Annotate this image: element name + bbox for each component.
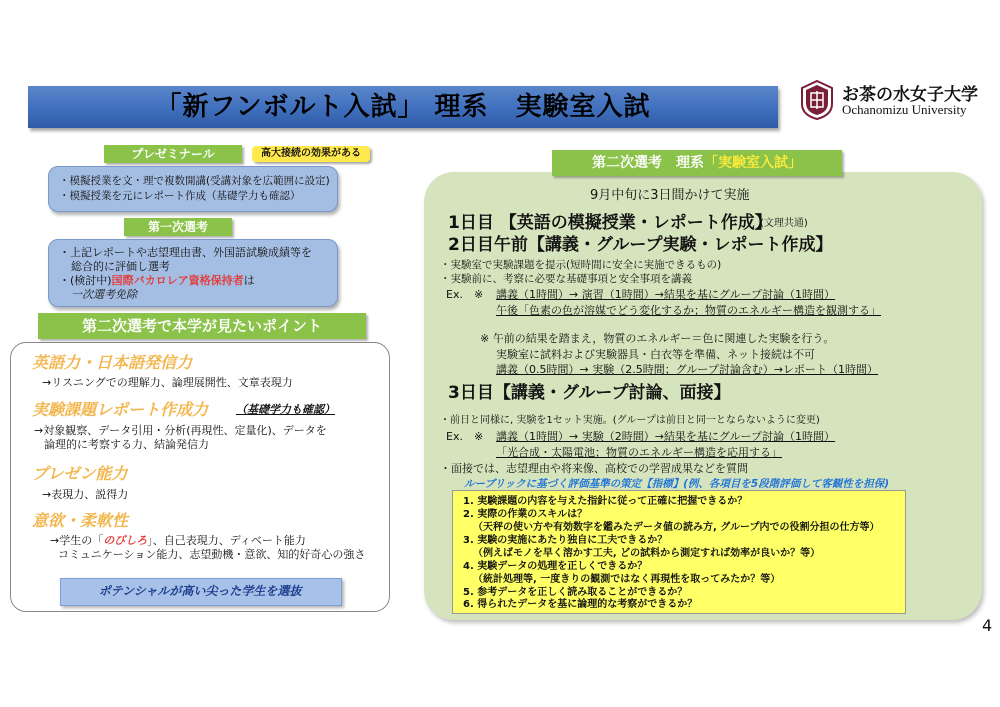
university-name-jp: お茶の水女子大学 [842,85,978,105]
rubric-item-3: 3. 実験の実施にあたり独自に工夫できるか？ [463,535,668,546]
ex1-line-2: 午後「色素の色が溶媒でどう変化するか；物質のエネルギー構造を観測する」 [496,304,881,317]
lab-exam-tag [552,150,842,176]
university-name-en: Ochanomizu University [842,102,967,117]
presem-line-1: ・模擬授業を文・理で複数開講(受講対象を広範囲に設定) [59,175,330,187]
ex2-line-2: 「光合成・太陽電池；物質のエネルギー構造を応用する」 [496,446,782,459]
rubric-item-6: 6. 得られたデータを基に論理的な考察ができるか？ [463,599,698,610]
second-selection-banner: 第二次選考で本学が見たいポイント [38,313,366,339]
day1-heading: 1日目 【英語の模擬授業・レポート作成】 [448,213,772,233]
day3-heading: 3日目【講義・グループ討論、面接】 [448,383,731,403]
pm-note: ※ 午前の結果を踏まえ，物質のエネルギー＝色に関連した実験を行う。 [480,332,835,345]
ib-holder-highlight: 国際バカロレア資格保持者 [111,274,244,287]
day2-heading: 2日目午前【講義・グループ実験・レポート作成】 [448,235,833,255]
presem-line-2: ・模擬授業を元にレポート作成（基礎学力も確認） [59,190,301,202]
lab-exam-tag-prefix: 第二次選考 理系 [592,155,704,171]
rubric-item-4-detail: （統計処理等, 一度きりの観測ではなく再現性を取ってみたか？等） [473,574,781,585]
point-line-motivation-2: コミュニケーション能力、志望動機・意欲、知的好奇心の強さ [58,548,366,561]
rubric-item-2-detail: （天秤の使い方や有効数字を鑑みたデータ値の読み方, グループ内での役割分担の仕方等） [473,522,880,533]
rubric-box [452,490,906,614]
point-head-english: 英語力・日本語発信力 [32,353,193,372]
point-head-report: 実験課題レポート作成力 [32,400,209,419]
presem-box [48,166,338,212]
pm-line-2: 講義（0.5時間）→ 実験（2.5時間；グループ討論含む）→レポート（1時間） [496,363,879,376]
first-line-4: 一次選考免除 [71,288,137,301]
page-number: 4 [982,616,993,635]
rubric-title: ルーブリックに基づく評価基準の策定【指標】(例、各項目を5段階評価して客観性を担保) [464,478,890,490]
rubric-item-1: 1. 実験課題の内容を与えた指針に従って正確に把握できるか？ [463,496,748,507]
schedule-text: 9月中旬に3日間かけて実施 [590,188,750,203]
university-seal-icon [796,79,838,121]
first-line-3-suffix: は [243,274,255,287]
day2-line-2: ・実験前に、考察に必要な基礎事項と安全事項を講義 [440,273,692,285]
presem-note: 高大接続の効果がある [252,146,370,162]
rubric-item-5: 5. 参考データを正しく読み取ることができるか？ [463,587,688,598]
ex1-label: Ex. ※ [446,288,484,301]
ex2-label: Ex. ※ [446,430,484,443]
first-selection-box [48,239,338,307]
point-head-motivation: 意欲・柔軟性 [32,511,129,530]
first-line-3 [59,274,255,288]
first-line-3-prefix: ・(検討中) [59,274,112,287]
point-note-report: （基礎学力も確認） [236,403,335,416]
rubric-item-2: 2. 実際の作業のスキルは？ [463,509,588,520]
pm-line-1: 実験室に試料および実験器具・白衣等を準備、ネット接続は不可 [496,348,815,361]
ex2-line-1: 講義（1時間）→ 実験（2時間）→結果を基にグループ討論（1時間） [496,430,836,443]
page-title: 「新フンボルト入試」 理系 実験室入試 [155,92,651,122]
rubric-item-3-detail: （例えばモノを早く溶かす工夫, どの試料から測定すれば効率が良いか？等） [473,548,821,559]
first-selection-tag: 第一次選考 [124,218,232,236]
point-line-report-2: 論理的に考察する力、結論発信力 [44,438,209,451]
lab-exam-tag-highlight: 「実験室入試」 [704,155,802,171]
day1-note: (文理共通) [760,218,808,229]
day3-line-2: ・面接では、志望理由や将来像、高校での学習成果などを質問 [440,462,748,475]
first-line-2: 総合的に評価し選考 [71,260,170,273]
point-line-report-1: →対象観察、データ引用・分析(再現性、定量化)、データを [34,424,327,437]
bottom-banner: ポテンシャルが高い尖った学生を選抜 [98,584,302,598]
day3-line-1: ・前日と同様に, 実験を1セット実施。(グループは前日と同一とならないように変更) [440,415,820,426]
point-line-presentation: →表現力、説得力 [42,488,129,501]
presem-tag: プレゼミナール [104,145,242,163]
point-line-english: →リスニングでの理解力、論理展開性、文章表現力 [42,376,293,389]
ex1-line-1: 講義（1時間）→ 演習（1時間）→結果を基にグループ討論（1時間） [496,288,836,301]
rubric-item-4: 4. 実験データの処理を正しくできるか？ [463,561,648,572]
point-head-presentation: プレゼン能力 [32,464,128,483]
point-line-motivation-1: →学生の「のびしろ」、自己表現力、ディベート能力 [50,534,306,547]
day2-line-1: ・実験室で実験課題を提示(短時間に安全に実施できるもの) [440,259,722,271]
first-line-1: ・上記レポートや志望理由書、外国語試験成績等を [59,246,312,259]
nobishiro-highlight: のびしろ [103,534,148,547]
